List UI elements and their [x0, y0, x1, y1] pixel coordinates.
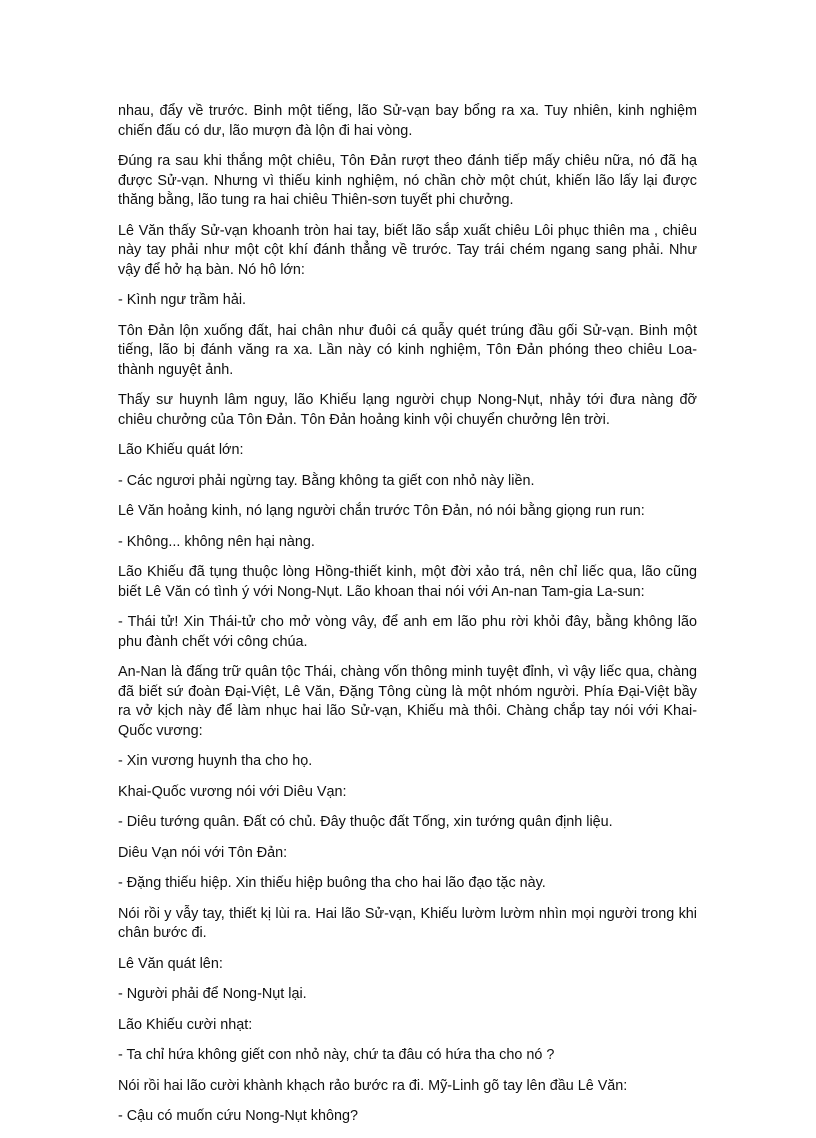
- paragraph: - Thái tử! Xin Thái-tử cho mở vòng vây, để anh em lão phu rời khỏi đây, bằng không lão phu đành chết với công chúa.: [118, 614, 697, 650]
- paragraph: - Cậu có muốn cứu Nong-Nụt không?: [118, 1108, 359, 1124]
- paragraph: - Đặng thiếu hiệp. Xin thiếu hiệp buông tha cho hai lão đạo tặc này.: [118, 875, 546, 891]
- paragraph: An-Nan là đấng trữ quân tộc Thái, chàng vốn thông minh tuyệt đỉnh, vì vậy liếc qua, chàng đã biết sứ đoàn Đại-Việt, Lê Văn, Đặng Tông cùng là một nhóm người. Phía Đại-Việt bầy ra vở kịch này để làm nhục hai lão Sử-vạn, Khiếu mà thôi. Chàng chắp tay nói với Khai-Quốc vương:: [118, 664, 697, 739]
- paragraph: Đúng ra sau khi thắng một chiêu, Tôn Đản rượt theo đánh tiếp mấy chiêu nữa, nó đã hạ được Sử-vạn. Nhưng vì thiếu kinh nghiệm, nó chần chờ một chút, khiến lão lấy lại được thăng bằng, lão tung ra hai chiêu Thiên-sơn tuyết phi chưởng.: [118, 153, 697, 208]
- paragraph: - Không... không nên hại nàng.: [118, 533, 315, 550]
- paragraph: Nói rồi hai lão cười khành khạch rảo bước ra đi. Mỹ-Linh gõ tay lên đầu Lê Văn:: [118, 1077, 628, 1094]
- paragraph: - Xin vương huynh tha cho họ.: [118, 753, 313, 769]
- paragraph: Lão Khiếu quát lớn:: [118, 442, 244, 458]
- paragraph: - Người phải để Nong-Nụt lại.: [118, 986, 307, 1002]
- paragraph: Lão Khiếu đã tụng thuộc lòng Hồng-thiết kinh, một đời xảo trá, nên chỉ liếc qua, lão cũng biết Lê Văn có tình ý với Nong-Nụt. Lão khoan thai nói với An-nan Tam-gia La-sun:: [118, 564, 697, 600]
- paragraph: nhau, đẩy về trước. Binh một tiếng, lão Sử-vạn bay bổng ra xa. Tuy nhiên, kinh nghiệm chiến đấu có dư, lão mượn đà lộn đi hai vòng.: [118, 103, 697, 139]
- paragraph: Nói rồi y vẫy tay, thiết kị lùi ra. Hai lão Sử-vạn, Khiếu lườm lườm nhìn mọi người trong khi chân bước đi.: [118, 905, 697, 941]
- paragraph: Lê Văn thấy Sử-vạn khoanh tròn hai tay, biết lão sắp xuất chiêu Lôi phục thiên ma , chiêu này tay phải như một cột khí đánh thẳng về trước. Tay trái chém ngang sang phải. Như vậy để hở hạ bàn. Nó hô lớn:: [118, 222, 697, 278]
- paragraph: Khai-Quốc vương nói với Diêu Vạn:: [118, 783, 347, 800]
- document-page: [118, 102, 697, 1138]
- paragraph: Tôn Đản lộn xuống đất, hai chân như đuôi cá quẫy quét trúng đầu gối Sử-vạn. Binh một tiếng, lão bị đánh văng ra xa. Lần này có kinh nghiệm, Tôn Đản phóng theo chiêu Loa-thành nguyệt ảnh.: [118, 322, 697, 378]
- paragraph: - Các ngươi phải ngừng tay. Bằng không ta giết con nhỏ này liền.: [118, 472, 535, 489]
- paragraph: Lê Văn hoảng kinh, nó lạng người chắn trước Tôn Đản, nó nói bằng giọng run run:: [118, 503, 645, 519]
- paragraph: Thấy sư huynh lâm nguy, lão Khiếu lạng người chụp Nong-Nụt, nhảy tới đưa nàng đỡ chiêu chưởng của Tôn Đản. Tôn Đản hoảng kinh vội chuyển chưởng lên trời.: [118, 392, 697, 428]
- paragraph: Diêu Vạn nói với Tôn Đản:: [118, 844, 288, 861]
- paragraph: - Kình ngư trầm hải.: [118, 292, 247, 308]
- paragraph: Lão Khiếu cười nhạt:: [118, 1016, 253, 1033]
- paragraph: - Diêu tướng quân. Đất có chủ. Đây thuộc đất Tống, xin tướng quân định liệu.: [118, 814, 613, 830]
- paragraph: Lê Văn quát lên:: [118, 955, 223, 972]
- paragraph: - Ta chỉ hứa không giết con nhỏ này, chứ ta đâu có hứa tha cho nó ?: [118, 1047, 555, 1063]
